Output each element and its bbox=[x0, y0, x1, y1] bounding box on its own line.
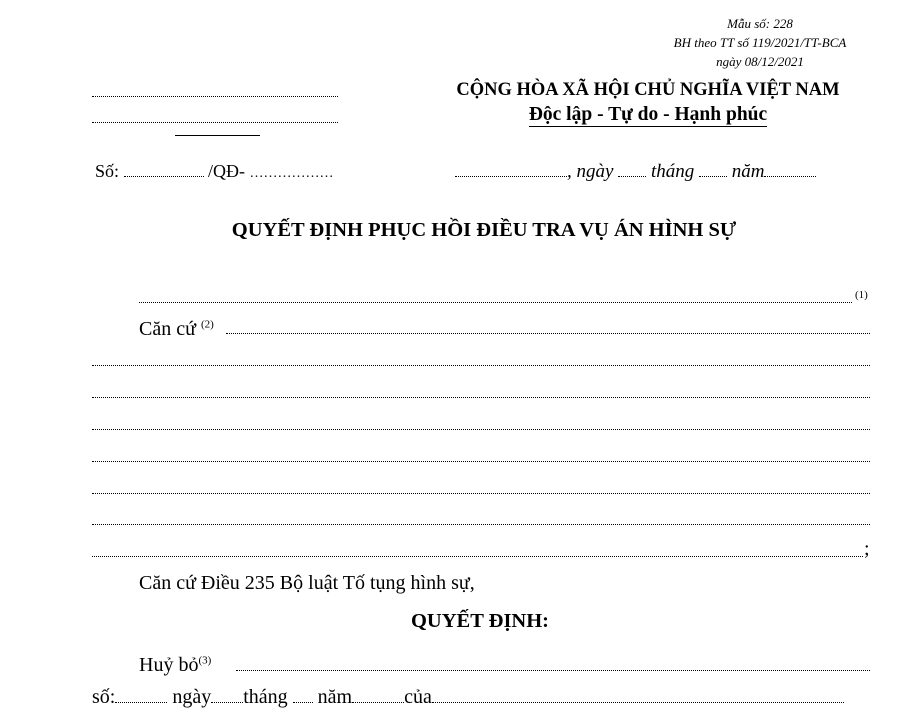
place-field[interactable] bbox=[455, 176, 567, 177]
thang-label: tháng bbox=[650, 161, 695, 182]
semicolon: ; bbox=[864, 538, 870, 560]
basis-field-5[interactable] bbox=[92, 461, 870, 462]
authority-field[interactable] bbox=[139, 302, 852, 303]
republic-heading: CỘNG HÒA XÃ HỘI CHỦ NGHĨA VIỆT NAM bbox=[456, 80, 840, 100]
form-number: Mẫu số: 228 bbox=[727, 16, 793, 31]
form-issued-date: ngày 08/12/2021 bbox=[716, 54, 804, 69]
agency-line-1[interactable] bbox=[92, 96, 338, 97]
basis-field-8[interactable] bbox=[92, 556, 863, 557]
footnote-1: (1) bbox=[855, 289, 868, 301]
decision-number-line bbox=[95, 161, 334, 182]
motto bbox=[420, 104, 876, 126]
basis-field-3[interactable] bbox=[92, 397, 870, 398]
place-date-line bbox=[455, 161, 816, 183]
month-field[interactable] bbox=[699, 176, 727, 177]
basis-field-1[interactable] bbox=[226, 333, 870, 334]
day-field[interactable] bbox=[618, 176, 646, 177]
ref-day-field[interactable] bbox=[211, 702, 243, 703]
form-issued-by: BH theo TT số 119/2021/TT-BCA bbox=[673, 35, 847, 50]
huy-bo-label: Huỷ bỏ$^{(3)}$ bbox=[139, 654, 212, 676]
motto-text: Độc lập - Tự do - Hạnh phúc bbox=[528, 104, 768, 125]
basis-field-2[interactable] bbox=[92, 365, 870, 366]
basis-field-6[interactable] bbox=[92, 493, 870, 494]
decision-heading: QUYẾT ĐỊNH: bbox=[410, 610, 549, 632]
year-field[interactable] bbox=[764, 176, 816, 177]
basis-field-4[interactable] bbox=[92, 429, 870, 430]
ref-number-field[interactable] bbox=[115, 702, 167, 703]
qd-label: /QĐ- bbox=[208, 161, 246, 181]
footnote-3: (3) bbox=[198, 654, 212, 667]
decision-number-field[interactable] bbox=[124, 176, 204, 177]
ref-month-field[interactable] bbox=[293, 702, 313, 703]
nam-label: năm bbox=[731, 161, 765, 182]
basis-field-7[interactable] bbox=[92, 524, 870, 525]
form-code bbox=[620, 14, 900, 71]
cancelled-decision-field[interactable] bbox=[236, 670, 870, 671]
agency-underline bbox=[175, 135, 260, 136]
can-cu-label: Căn cứ $^{(2)}$ bbox=[139, 318, 214, 340]
document-title: QUYẾT ĐỊNH PHỤC HỒI ĐIỀU TRA VỤ ÁN HÌNH SỰ bbox=[231, 219, 737, 241]
ref-issuer-field[interactable] bbox=[432, 702, 844, 703]
agency-line-2[interactable] bbox=[92, 122, 338, 123]
ngay-label: , ngày bbox=[567, 161, 614, 182]
legal-basis-article: Căn cứ Điều 235 Bộ luật Tố tụng hình sự, bbox=[139, 572, 475, 594]
cancelled-decision-ref-line: số: ngày tháng năm của bbox=[92, 686, 892, 709]
footnote-2: (2) bbox=[200, 318, 214, 331]
ref-year-field[interactable] bbox=[352, 702, 404, 703]
so-label: Số: bbox=[95, 161, 120, 181]
qd-suffix-field[interactable]: ……………… bbox=[249, 166, 334, 181]
